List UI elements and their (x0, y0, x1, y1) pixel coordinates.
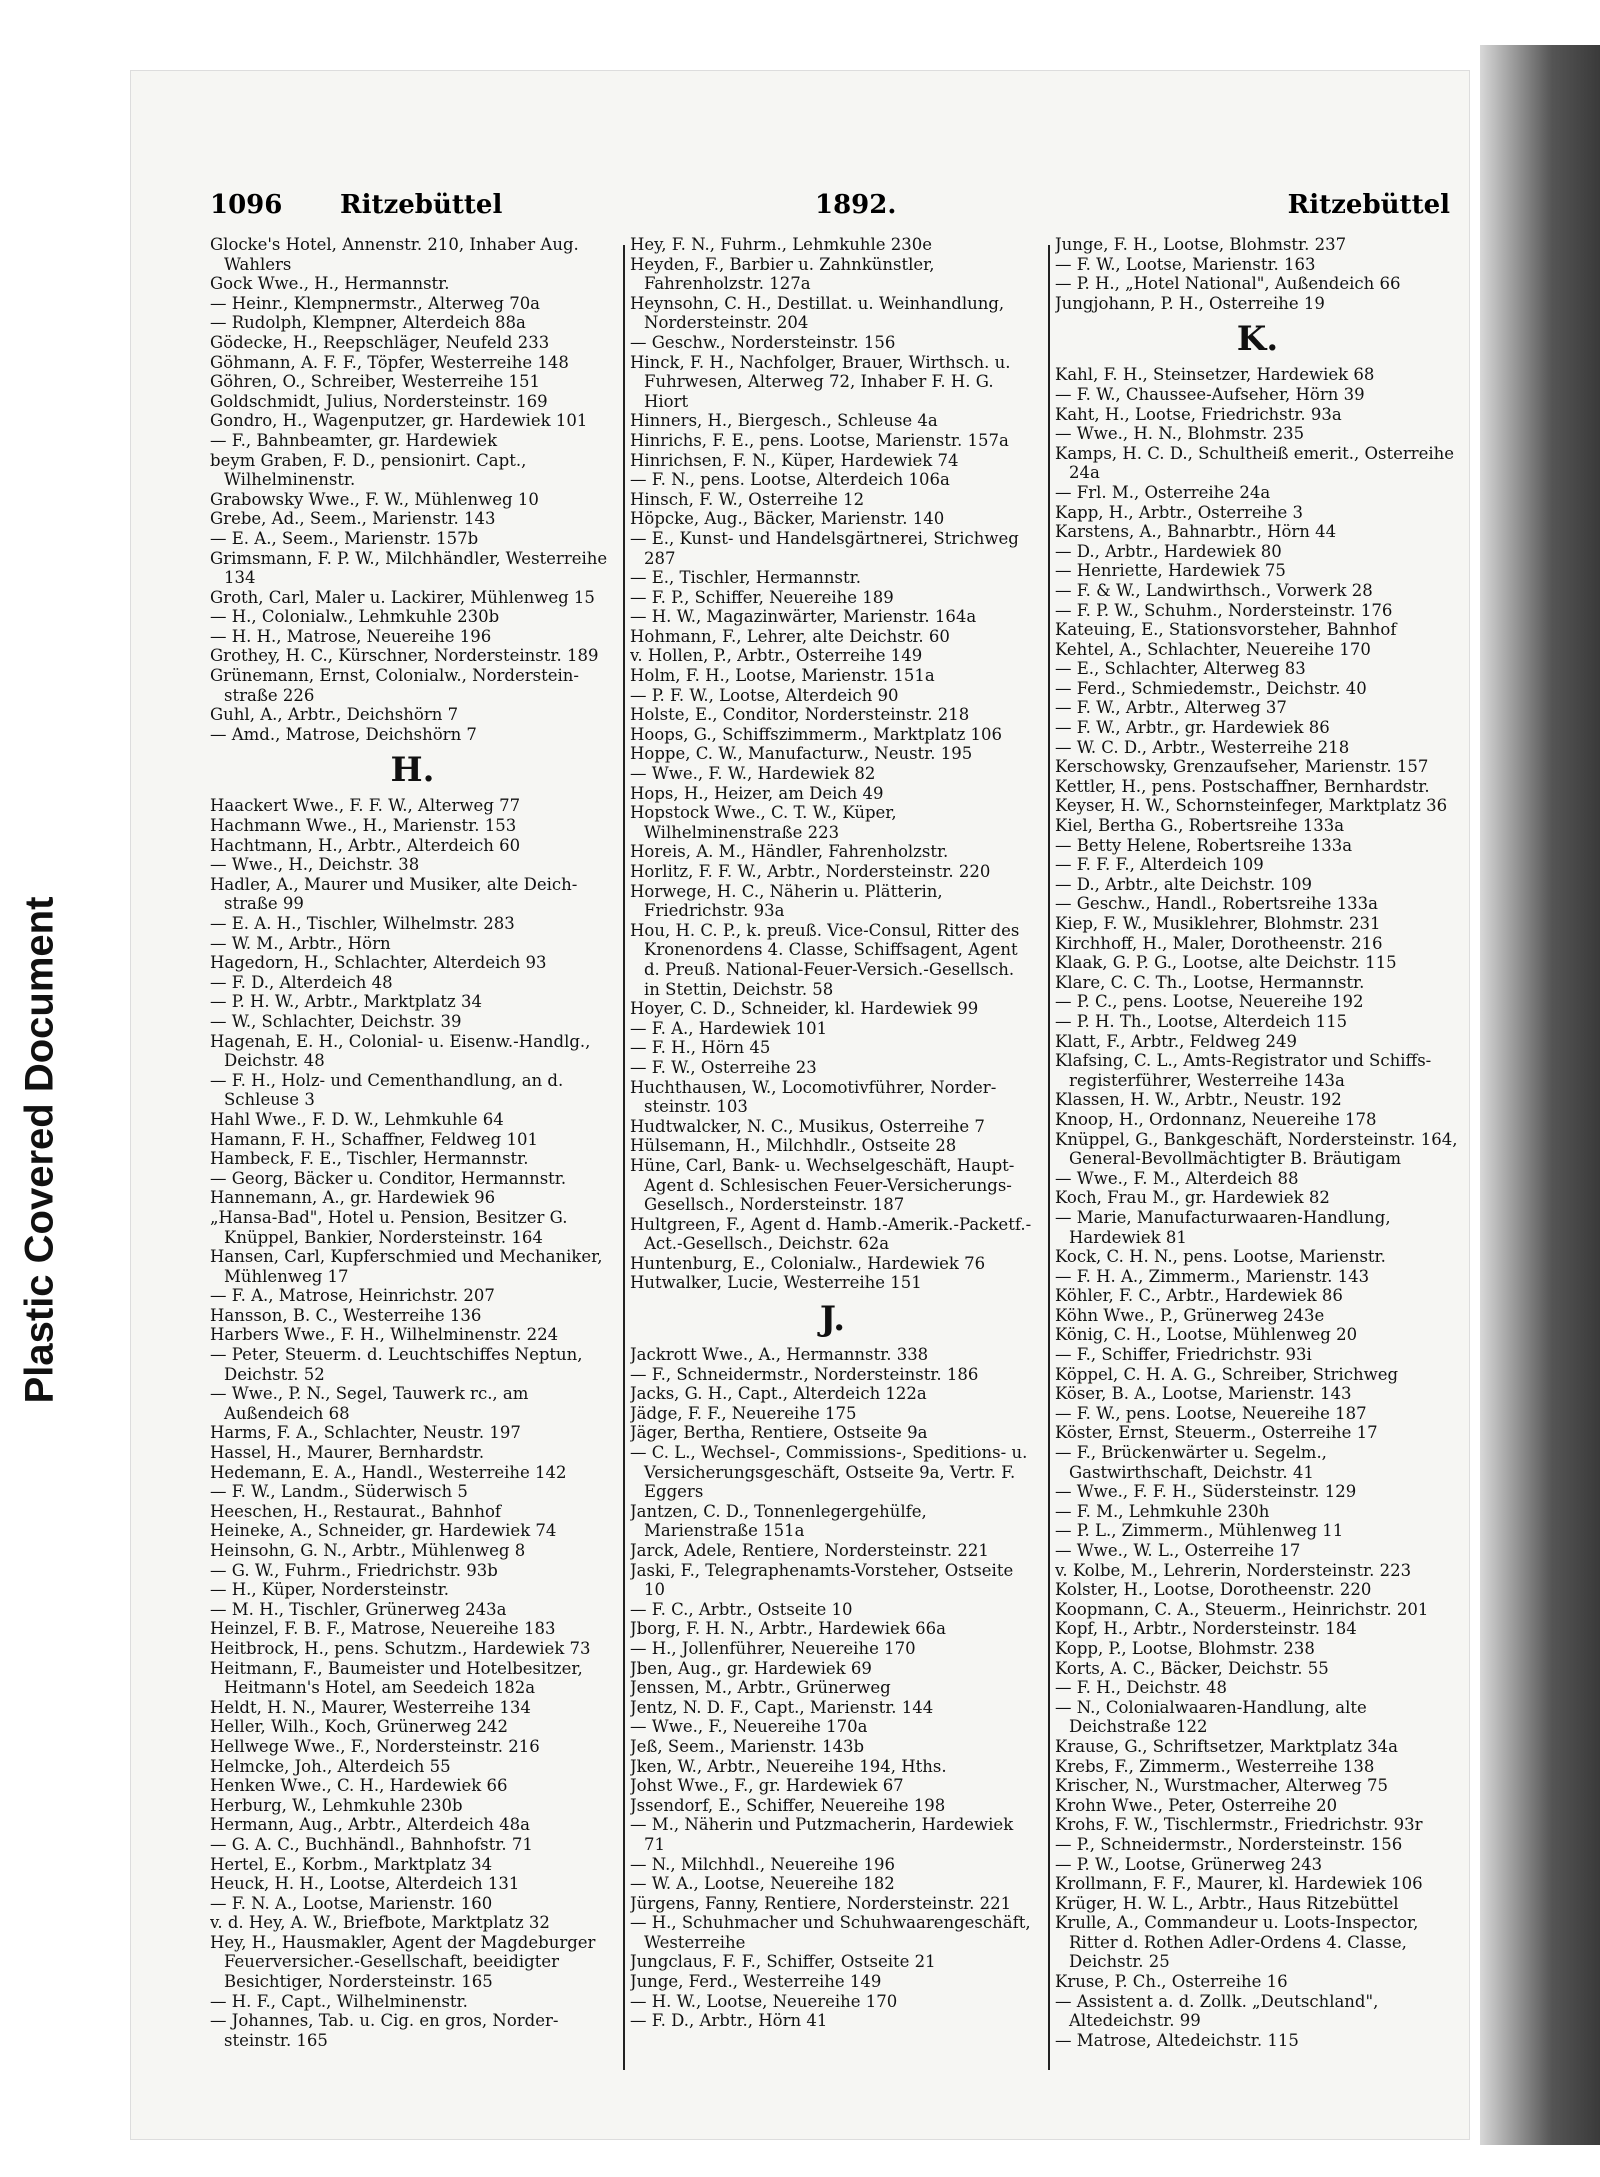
directory-entry: v. Kolbe, M., Lehrerin, Nordersteinstr. 223 (1055, 1560, 1412, 1580)
directory-entry: — Wwe., P. N., Segel, Tauwerk rc., am Außendeich 68 (210, 1384, 529, 1423)
directory-entry: — Betty Helene, Robertsreihe 133a (1055, 835, 1353, 855)
directory-entry: Harms, F. A., Schlachter, Neustr. 197 (210, 1423, 521, 1443)
directory-entry: — W. A., Lootse, Neuereihe 182 (630, 1874, 895, 1894)
directory-entry: — F. W., Osterreihe 23 (630, 1057, 817, 1077)
directory-entry: Huntenburg, E., Colonialw., Hardewiek 76 (630, 1253, 986, 1273)
directory-entry: — Wwe., F. F. H., Südersteinstr. 129 (1055, 1482, 1357, 1502)
directory-entry: Heinsohn, G. N., Arbtr., Mühlenweg 8 (210, 1541, 526, 1560)
directory-entry: Jaski, F., Telegraphenamts-Vorsteher, Ostseite 10 (630, 1560, 1014, 1600)
directory-entry: — F. P., Schiffer, Neuereihe 189 (630, 587, 894, 607)
plastic-covered-label: Plastic Covered Document (17, 896, 62, 1404)
directory-entry: Jken, W., Arbtr., Neuereihe 194, Hths. (630, 1756, 947, 1776)
directory-entry: — Geschw., Nordersteinstr. 156 (630, 332, 896, 352)
directory-entry: Krause, G., Schriftsetzer, Marktplatz 34a (1055, 1736, 1399, 1756)
directory-entry: Hey, F. N., Fuhrm., Lehmkuhle 230e (630, 235, 933, 254)
directory-entry: Jungjohann, P. H., Osterreihe 19 (1055, 293, 1325, 313)
directory-entry: Hahl Wwe., F. D. W., Lehmkuhle 64 (210, 1109, 504, 1129)
column-divider (623, 245, 625, 2070)
directory-entry: — F. H. A., Zimmerm., Marienstr. 143 (1055, 1266, 1370, 1286)
directory-entry: v. d. Hey, A. W., Briefbote, Marktplatz 32 (210, 1913, 550, 1933)
directory-entry: Hoops, G., Schiffszimmerm., Marktplatz 106 (630, 724, 1003, 744)
directory-entry: Heynsohn, C. H., Destillat. u. Weinhandlung, Nordersteinstr. 204 (630, 293, 1005, 333)
directory-entry: — Wwe., F. M., Alterdeich 88 (1055, 1168, 1299, 1188)
directory-entry: — P. H. Th., Lootse, Alterdeich 115 (1055, 1011, 1348, 1031)
directory-entry: Jäger, Bertha, Rentiere, Ostseite 9a (630, 1423, 928, 1443)
directory-entry: Kolster, H., Lootse, Dorotheenstr. 220 (1055, 1580, 1372, 1600)
directory-entry: — F. W., Lootse, Marienstr. 163 (1055, 254, 1316, 274)
directory-entry: — H., Küper, Nordersteinstr. (210, 1580, 450, 1600)
directory-entry: Heineke, A., Schneider, gr. Hardewiek 74 (210, 1521, 557, 1541)
directory-entry: Kiel, Bertha G., Robertsreihe 133a (1055, 816, 1345, 836)
directory-entry: Kopp, P., Lootse, Blohmstr. 238 (1055, 1638, 1315, 1658)
directory-entry: — F. A., Matrose, Heinrichstr. 207 (210, 1286, 495, 1306)
directory-entry: Grothey, H. C., Kürschner, Nordersteinstr. 189 (210, 646, 599, 666)
directory-entry: — F. W., Landm., Süderwisch 5 (210, 1482, 468, 1502)
column-1 (210, 235, 615, 2075)
page-year: 1892. (815, 190, 897, 220)
directory-entry: Heeschen, H., Restaurat., Bahnhof (210, 1501, 501, 1521)
directory-entry: — Wwe., W. L., Osterreihe 17 (1055, 1541, 1301, 1560)
directory-entry: — F., Schiffer, Friedrichstr. 93i (1055, 1345, 1312, 1365)
directory-entry: Hoyer, C. D., Schneider, kl. Hardewiek 99 (630, 999, 979, 1019)
directory-entry: — P. C., pens. Lootse, Neuereihe 192 (1055, 992, 1364, 1012)
directory-entry: — F., Schneidermstr., Nordersteinstr. 186 (630, 1364, 979, 1384)
directory-entry: — Peter, Steuerm. d. Leuchtschiffes Neptun, Deichstr. 52 (210, 1345, 583, 1384)
directory-entry: Jantzen, C. D., Tonnenlegergehülfe, Marienstraße 151a (630, 1501, 927, 1541)
column-divider (1048, 245, 1050, 2070)
directory-entry: Koopmann, C. A., Steuerm., Heinrichstr. 201 (1055, 1599, 1429, 1619)
directory-entry: v. Hollen, P., Arbtr., Osterreihe 149 (630, 646, 923, 666)
directory-entry: — F. & W., Landwirthsch., Vorwerk 28 (1055, 580, 1373, 600)
document-page (130, 70, 1470, 2140)
directory-entry: Klafsing, C. L., Amts-Registrator und Schiffs-registerführer, Westerreihe 143a (1055, 1051, 1432, 1090)
directory-entry: — F. P. W., Schuhm., Nordersteinstr. 176 (1055, 600, 1393, 620)
directory-entry: Kamps, H. C. D., Schultheiß emerit., Osterreihe 24a (1055, 443, 1455, 483)
directory-entry: Krebs, F., Zimmerm., Westerreihe 138 (1055, 1756, 1375, 1776)
directory-entry: Harbers Wwe., F. H., Wilhelminenstr. 224 (210, 1325, 559, 1345)
directory-entry: — E., Schlachter, Alterweg 83 (1055, 659, 1306, 679)
directory-entry: — G. A. C., Buchhändl., Bahnhofstr. 71 (210, 1834, 533, 1854)
directory-entry: Kahl, F. H., Steinsetzer, Hardewiek 68 (1055, 365, 1375, 385)
directory-entry: — H., Colonialw., Lehmkuhle 230b (210, 607, 500, 627)
directory-entry: Klaak, G. P. G., Lootse, alte Deichstr. 115 (1055, 953, 1397, 973)
directory-entry: — P. H. W., Arbtr., Marktplatz 34 (210, 992, 482, 1012)
directory-entry: Hinsch, F. W., Osterreihe 12 (630, 489, 865, 509)
directory-entry: Korts, A. C., Bäcker, Deichstr. 55 (1055, 1658, 1329, 1678)
directory-entry: — Geschw., Handl., Robertsreihe 133a (1055, 894, 1378, 914)
directory-entry: Klatt, F., Arbtr., Feldweg 249 (1055, 1031, 1297, 1051)
directory-entry: — Heinr., Klempnermstr., Alterweg 70a (210, 293, 541, 313)
directory-entry: — F. N. A., Lootse, Marienstr. 160 (210, 1893, 493, 1913)
directory-entry: Hellwege Wwe., F., Nordersteinstr. 216 (210, 1736, 540, 1756)
directory-entry: Gödecke, H., Reepschläger, Neufeld 233 (210, 332, 550, 352)
directory-entry: Jungclaus, F. F., Schiffer, Ostseite 21 (630, 1952, 936, 1972)
directory-entry: — F. H., Holz- und Cementhandlung, an d. Schleuse 3 (210, 1070, 564, 1110)
directory-entry: — N., Milchhdl., Neuereihe 196 (630, 1854, 896, 1874)
directory-entry: Kaht, H., Lootse, Friedrichstr. 93a (1055, 404, 1342, 424)
directory-entry: — P. F. W., Lootse, Alterdeich 90 (630, 685, 899, 705)
directory-entry: Jeß, Seem., Marienstr. 143b (630, 1736, 865, 1756)
directory-entry: Köster, Ernst, Steuerm., Osterreihe 17 (1055, 1423, 1378, 1443)
directory-entry: — W. C. D., Arbtr., Westerreihe 218 (1055, 737, 1350, 757)
directory-entry: Krohs, F. W., Tischlermstr., Friedrichstr. 93r (1055, 1815, 1423, 1835)
directory-entry: Heyden, F., Barbier u. Zahnkünstler, Fahrenholzstr. 127a (630, 254, 935, 294)
directory-entry: — F. C., Arbtr., Ostseite 10 (630, 1599, 853, 1619)
directory-entry: Heinzel, F. B. F., Matrose, Neuereihe 183 (210, 1619, 556, 1639)
directory-entry: — F., Brückenwärter u. Segelm., Gastwirthschaft, Deichstr. 41 (1055, 1443, 1327, 1482)
directory-entry: Jacks, G. H., Capt., Alterdeich 122a (630, 1384, 927, 1404)
directory-entry: Knoop, H., Ordonnanz, Neuereihe 178 (1055, 1109, 1377, 1129)
directory-entry: Glocke's Hotel, Annenstr. 210, Inhaber Aug. Wahlers (210, 235, 579, 274)
directory-entry: — H. H., Matrose, Neuereihe 196 (210, 626, 492, 646)
directory-entry: — H., Jollenführer, Neuereihe 170 (630, 1638, 916, 1658)
directory-entry: — C. L., Wechsel-, Commissions-, Speditions- u. Versicherungsgeschäft, Ostseite 9a, Vertr. F. Eggers (630, 1443, 1028, 1502)
directory-entry: Kopf, H., Arbtr., Nordersteinstr. 184 (1055, 1619, 1357, 1639)
directory-entry: Jackrott Wwe., A., Hermannstr. 338 (630, 1345, 929, 1365)
directory-entry: — F. D., Alterdeich 48 (210, 972, 393, 992)
directory-columns (210, 235, 1460, 2075)
directory-entry: — E. A. H., Tischler, Wilhelmstr. 283 (210, 914, 515, 933)
directory-entry: Kehtel, A., Schlachter, Neuereihe 170 (1055, 639, 1371, 659)
directory-entry: — F. N., pens. Lootse, Alterdeich 106a (630, 470, 950, 490)
section-letter: H. (390, 750, 435, 791)
directory-entry: Klare, C. C. Th., Lootse, Hermannstr. (1055, 972, 1365, 992)
directory-entry: Jben, Aug., gr. Hardewiek 69 (630, 1658, 872, 1678)
directory-entry: Hoppe, C. W., Manufacturw., Neustr. 195 (630, 744, 973, 764)
directory-entry: — Ferd., Schmiedemstr., Deichstr. 40 (1055, 678, 1367, 698)
directory-entry: — H. W., Lootse, Neuereihe 170 (630, 1991, 898, 2011)
directory-entry: Hamann, F. H., Schaffner, Feldweg 101 (210, 1129, 538, 1149)
directory-entry: Hansson, B. C., Westerreihe 136 (210, 1305, 482, 1325)
directory-entry: Junge, Ferd., Westerreihe 149 (630, 1972, 882, 1992)
directory-entry: — Rudolph, Klempner, Alterdeich 88a (210, 313, 526, 333)
running-title-left: Ritzebüttel (340, 190, 503, 220)
directory-entry: Hutwalker, Lucie, Westerreihe 151 (630, 1273, 922, 1293)
directory-entry: — Georg, Bäcker u. Conditor, Hermannstr. (210, 1168, 567, 1188)
directory-entry: Gock Wwe., H., Hermannstr. (210, 274, 450, 294)
directory-entry: — F. W., Chaussee-Aufseher, Hörn 39 (1055, 384, 1365, 404)
directory-entry: — W. M., Arbtr., Hörn (210, 933, 391, 953)
directory-entry: — Assistent a. d. Zollk. „Deutschland", Altedeichstr. 99 (1055, 1991, 1379, 2031)
directory-entry: Kettler, H., pens. Postschaffner, Bernhardstr. (1055, 776, 1430, 796)
directory-entry: Haackert Wwe., F. F. W., Alterweg 77 (210, 796, 521, 816)
directory-entry: Kerschowsky, Grenzaufseher, Marienstr. 157 (1055, 757, 1429, 777)
directory-entry: Hudtwalcker, N. C., Musikus, Osterreihe 7 (630, 1116, 985, 1136)
directory-entry: Krollmann, F. F., Maurer, kl. Hardewiek 106 (1055, 1874, 1423, 1894)
directory-entry: Jssendorf, E., Schiffer, Neuereihe 198 (630, 1795, 946, 1815)
sidebar-label (0, 0, 80, 2177)
directory-entry: — F. W., Arbtr., gr. Hardewiek 86 (1055, 718, 1330, 738)
directory-entry: — Amd., Matrose, Deichshörn 7 (210, 724, 477, 744)
directory-entry: Jarck, Adele, Rentiere, Nordersteinstr. 221 (630, 1541, 989, 1560)
directory-entry: Kiep, F. W., Musiklehrer, Blohmstr. 231 (1055, 914, 1381, 933)
directory-entry: Köhn Wwe., P., Grünerweg 243e (1055, 1305, 1325, 1325)
directory-entry: Köhler, F. C., Arbtr., Hardewiek 86 (1055, 1286, 1343, 1306)
directory-entry: Hinrichsen, F. N., Küper, Hardewiek 74 (630, 450, 959, 470)
directory-entry: Keyser, H. W., Schornsteinfeger, Marktplatz 36 (1055, 796, 1448, 816)
directory-entry: Helmcke, Joh., Alterdeich 55 (210, 1756, 451, 1776)
directory-entry: Krulle, A., Commandeur u. Loots-Inspector, Ritter d. Rothen Adler-Ordens 4. Classe, Deichstr. 25 (1055, 1913, 1419, 1972)
directory-entry: Heldt, H. N., Maurer, Westerreihe 134 (210, 1697, 531, 1717)
directory-entry: Heitmann, F., Baumeister und Hotelbesitzer, Heitmann's Hotel, am Seedeich 182a (210, 1658, 583, 1698)
directory-entry: Grimsmann, F. P. W., Milchhändler, Westerreihe 134 (210, 548, 608, 588)
directory-entry: — Wwe., F., Neuereihe 170a (630, 1717, 868, 1737)
directory-entry: Krüger, H. W. L., Arbtr., Haus Ritzebüttel (1055, 1893, 1399, 1913)
directory-entry: Kirchhoff, H., Maler, Dorotheenstr. 216 (1055, 933, 1383, 953)
directory-entry: — Marie, Manufacturwaaren-Handlung, Hardewiek 81 (1055, 1207, 1391, 1247)
directory-entry: — G. W., Fuhrm., Friedrichstr. 93b (210, 1560, 498, 1580)
directory-entry: Krohn Wwe., Peter, Osterreihe 20 (1055, 1795, 1338, 1815)
directory-entry: Köser, B. A., Lootse, Marienstr. 143 (1055, 1384, 1352, 1404)
directory-entry: Hassel, H., Maurer, Bernhardstr. (210, 1443, 485, 1463)
directory-entry: — E., Kunst- und Handelsgärtnerei, Strichweg 287 (630, 528, 1019, 568)
directory-entry: Hultgreen, F., Agent d. Hamb.-Amerik.-Packetf.-Act.-Gesellsch., Deichstr. 62a (630, 1214, 1032, 1254)
directory-entry: — M. H., Tischler, Grünerweg 243a (210, 1599, 507, 1619)
directory-entry: — E., Tischler, Hermannstr. (630, 568, 861, 588)
binding-edge (1480, 45, 1600, 2145)
directory-entry: Hohmann, F., Lehrer, alte Deichstr. 60 (630, 626, 950, 646)
page-header (210, 190, 1450, 234)
directory-entry: Hinners, H., Biergesch., Schleuse 4a (630, 411, 938, 431)
directory-entry: — D., Arbtr., alte Deichstr. 109 (1055, 874, 1312, 894)
directory-entry: Guhl, A., Arbtr., Deichshörn 7 (210, 705, 459, 725)
directory-entry: — W., Schlachter, Deichstr. 39 (210, 1011, 462, 1031)
directory-entry: Holm, F. H., Lootse, Marienstr. 151a (630, 666, 935, 686)
directory-entry: — F. F. F., Alterdeich 109 (1055, 855, 1264, 875)
directory-entry: Grabowsky Wwe., F. W., Mühlenweg 10 (210, 489, 539, 509)
directory-entry: Hou, H. C. P., k. preuß. Vice-Consul, Ritter des Kronenordens 4. Classe, Schiffsagent, Agent d. Preuß. National-Feuer-Versich.-Gesellsch. in Stettin, Deichstr. 58 (630, 920, 1020, 999)
directory-entry: — Wwe., H. N., Blohmstr. 235 (1055, 424, 1305, 444)
directory-entry: — D., Arbtr., Hardewiek 80 (1055, 541, 1282, 561)
directory-entry: Henken Wwe., C. H., Hardewiek 66 (210, 1776, 508, 1796)
column-3 (1055, 235, 1460, 2075)
running-title-right: Ritzebüttel (1287, 190, 1450, 220)
directory-entry: Hops, H., Heizer, am Deich 49 (630, 783, 884, 803)
directory-entry: — M., Näherin und Putzmacherin, Hardewiek 71 (630, 1815, 1014, 1854)
directory-entry: Hüne, Carl, Bank- u. Wechselgeschäft, Haupt-Agent d. Schlesischen Feuer-Versicherungs-Gesellsch., Nordersteinstr. 187 (630, 1155, 1015, 1215)
directory-entry: — F., Bahnbeamter, gr. Hardewiek (210, 430, 498, 450)
directory-entry: — H., Schuhmacher und Schuhwaarengeschäft, Westerreihe (630, 1913, 1031, 1952)
directory-entry: Groth, Carl, Maler u. Lackirer, Mühlenweg 15 (210, 587, 595, 607)
directory-entry: Knüppel, G., Bankgeschäft, Nordersteinstr. 164, General-Bevollmächtigter B. Bräutigam (1055, 1129, 1458, 1169)
directory-entry: Horwege, H. C., Näherin u. Plätterin, Friedrichstr. 93a (630, 881, 943, 921)
directory-entry: Hansen, Carl, Kupferschmied und Mechaniker, Mühlenweg 17 (210, 1247, 603, 1286)
directory-entry: Krischer, N., Wurstmacher, Alterweg 75 (1055, 1776, 1389, 1796)
section-letter: J. (819, 1299, 846, 1340)
directory-entry: Heuck, H. H., Lootse, Alterdeich 131 (210, 1874, 520, 1894)
directory-entry: Grebe, Ad., Seem., Marienstr. 143 (210, 509, 496, 529)
directory-entry: Hinck, F. H., Nachfolger, Brauer, Wirthsch. u. Fuhrwesen, Alterweg 72, Inhaber F. H. G. Hiort (630, 352, 1011, 411)
directory-entry: — F. M., Lehmkuhle 230h (1055, 1501, 1270, 1521)
directory-entry: beym Graben, F. D., pensionirt. Capt., Wilhelminenstr. (210, 450, 527, 490)
directory-entry: — P. L., Zimmerm., Mühlenweg 11 (1055, 1521, 1344, 1541)
directory-entry: Gondro, H., Wagenputzer, gr. Hardewiek 101 (210, 411, 588, 431)
directory-entry: — F. W., Arbtr., Alterweg 37 (1055, 698, 1287, 718)
directory-entry: Kock, C. H. N., pens. Lootse, Marienstr. (1055, 1247, 1386, 1267)
directory-entry: Koch, Frau M., gr. Hardewiek 82 (1055, 1188, 1330, 1208)
column-2 (630, 235, 1035, 2075)
directory-entry: Höpcke, Aug., Bäcker, Marienstr. 140 (630, 509, 945, 529)
directory-entry: Hagedorn, H., Schlachter, Alterdeich 93 (210, 953, 547, 973)
directory-entry: Horeis, A. M., Händler, Fahrenholzstr. (630, 842, 949, 862)
directory-entry: Herburg, W., Lehmkuhle 230b (210, 1795, 463, 1815)
directory-entry: Horlitz, F. F. W., Arbtr., Nordersteinstr. 220 (630, 862, 991, 881)
directory-entry: Huchthausen, W., Locomotivführer, Norder-steinstr. 103 (630, 1077, 997, 1117)
directory-entry: — F. H., Hörn 45 (630, 1038, 771, 1058)
directory-entry: — H. F., Capt., Wilhelminenstr. (210, 1991, 468, 2011)
directory-entry: Holste, E., Conditor, Nordersteinstr. 218 (630, 705, 970, 725)
directory-entry: Jborg, F. H. N., Arbtr., Hardewiek 66a (630, 1619, 946, 1639)
directory-entry: Hopstock Wwe., C. T. W., Küper, Wilhelminenstraße 223 (630, 803, 897, 842)
directory-entry: — Wwe., H., Deichstr. 38 (210, 855, 420, 875)
directory-entry: Kruse, P. Ch., Osterreihe 16 (1055, 1972, 1288, 1992)
directory-entry: Goldschmidt, Julius, Nordersteinstr. 169 (210, 391, 548, 411)
directory-entry: Jädge, F. F., Neuereihe 175 (630, 1403, 857, 1423)
directory-entry: Jentz, N. D. F., Capt., Marienstr. 144 (630, 1697, 934, 1717)
directory-entry: Hermann, Aug., Arbtr., Alterdeich 48a (210, 1815, 530, 1835)
directory-entry: Hey, H., Hausmakler, Agent der Magdeburger Feuerversicher.-Gesellschaft, beeidigter Besichtiger, Nordersteinstr. 165 (210, 1932, 596, 1992)
directory-entry: Hambeck, F. E., Tischler, Hermannstr. (210, 1149, 529, 1169)
directory-entry: Hagenah, E. H., Colonial- u. Eisenw.-Handlg., Deichstr. 48 (210, 1031, 591, 1071)
directory-entry: — P., Schneidermstr., Nordersteinstr. 156 (1055, 1834, 1403, 1854)
directory-entry: — H. W., Magazinwärter, Marienstr. 164a (630, 607, 977, 627)
directory-entry: — Frl. M., Osterreihe 24a (1055, 482, 1271, 502)
directory-entry: Hannemann, A., gr. Hardewiek 96 (210, 1188, 496, 1208)
directory-entry: Hadler, A., Maurer und Musiker, alte Deich-straße 99 (210, 874, 578, 914)
directory-entry: — N., Colonialwaaren-Handlung, alte Deichstraße 122 (1055, 1697, 1367, 1737)
directory-entry: Hinrichs, F. E., pens. Lootse, Marienstr. 157a (630, 430, 1009, 450)
directory-entry: Hachmann Wwe., H., Marienstr. 153 (210, 816, 517, 836)
directory-entry: — Henriette, Hardewiek 75 (1055, 561, 1286, 581)
directory-entry: — P. H., „Hotel National", Außendeich 66 (1055, 274, 1401, 294)
directory-entry: — F. D., Arbtr., Hörn 41 (630, 2011, 828, 2031)
directory-entry: — F. H., Deichstr. 48 (1055, 1678, 1228, 1698)
directory-entry: „Hansa-Bad", Hotel u. Pension, Besitzer G. Knüppel, Bankier, Nordersteinstr. 164 (210, 1207, 568, 1247)
section-letter: K. (1236, 319, 1279, 360)
directory-entry: Kapp, H., Arbtr., Osterreihe 3 (1055, 502, 1304, 522)
directory-entry: Göhmann, A. F. F., Töpfer, Westerreihe 148 (210, 352, 569, 372)
directory-entry: — F. A., Hardewiek 101 (630, 1018, 828, 1038)
directory-entry: Junge, F. H., Lootse, Blohmstr. 237 (1055, 235, 1347, 254)
directory-entry: Karstens, A., Bahnarbtr., Hörn 44 (1055, 522, 1337, 542)
page-number: 1096 (210, 190, 283, 220)
directory-entry: — P. W., Lootse, Grünerweg 243 (1055, 1854, 1323, 1874)
directory-entry: Heitbrock, H., pens. Schutzm., Hardewiek 73 (210, 1638, 591, 1658)
directory-entry: Johst Wwe., F., gr. Hardewiek 67 (630, 1776, 904, 1796)
directory-entry: Hachtmann, H., Arbtr., Alterdeich 60 (210, 835, 521, 855)
directory-entry: — E. A., Seem., Marienstr. 157b (210, 528, 479, 548)
directory-entry: Jürgens, Fanny, Rentiere, Nordersteinstr. 221 (630, 1893, 1012, 1913)
directory-entry: Köppel, C. H. A. G., Schreiber, Strichweg (1055, 1364, 1399, 1384)
directory-entry: Grünemann, Ernst, Colonialw., Norderstein-straße 226 (210, 666, 579, 705)
directory-entry: Kateuing, E., Stationsvorsteher, Bahnhof (1055, 620, 1397, 640)
directory-entry: — Johannes, Tab. u. Cig. en gros, Norder-steinstr. 165 (210, 2011, 559, 2050)
directory-entry: Heller, Wilh., Koch, Grünerweg 242 (210, 1717, 508, 1737)
directory-entry: König, C. H., Lootse, Mühlenweg 20 (1055, 1325, 1358, 1345)
directory-entry: — Matrose, Altedeichstr. 115 (1055, 2030, 1299, 2050)
directory-entry: — F. W., pens. Lootse, Neuereihe 187 (1055, 1403, 1367, 1423)
directory-entry: — Wwe., F. W., Hardewiek 82 (630, 764, 876, 784)
directory-entry: Hertel, E., Korbm., Marktplatz 34 (210, 1854, 493, 1874)
directory-entry: Hülsemann, H., Milchhdlr., Ostseite 28 (630, 1136, 957, 1156)
directory-entry: Hedemann, E. A., Handl., Westerreihe 142 (210, 1462, 567, 1482)
directory-entry: Jenssen, M., Arbtr., Grünerweg (630, 1678, 891, 1698)
directory-entry: Göhren, O., Schreiber, Westerreihe 151 (210, 372, 540, 392)
directory-entry: Klassen, H. W., Arbtr., Neustr. 192 (1055, 1090, 1342, 1110)
